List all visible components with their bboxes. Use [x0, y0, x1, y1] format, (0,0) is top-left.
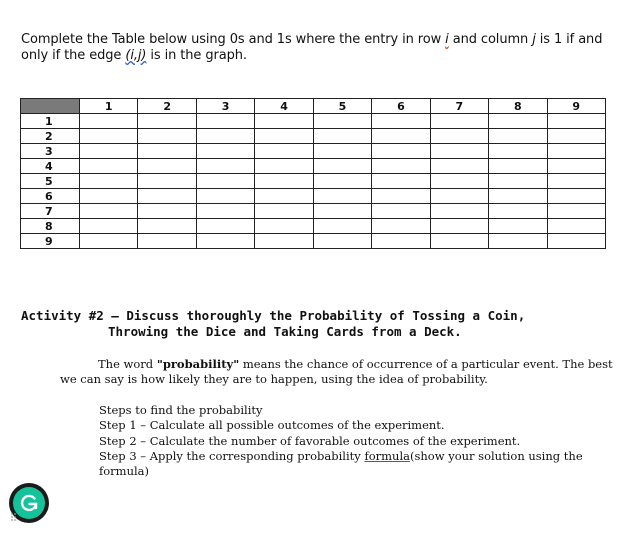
table-cell[interactable]: [80, 114, 138, 129]
column-header: 3: [196, 99, 254, 114]
paragraph-after: means the chance of occurrence of a particular event. The best we can say is how likely they are to happen, using the idea of probability.: [60, 357, 613, 386]
instructions-part1: Complete the Table below using 0s and 1s where the entry in row: [21, 32, 446, 47]
table-row: [21, 159, 606, 174]
table-cell[interactable]: [313, 114, 371, 129]
table-cell[interactable]: [255, 234, 313, 249]
row-header: 5: [21, 174, 80, 189]
table-cell[interactable]: [313, 129, 371, 144]
table-cell[interactable]: [255, 174, 313, 189]
instructions-text: [21, 32, 621, 64]
table-row: [21, 129, 606, 144]
table-cell[interactable]: [489, 234, 547, 249]
table-cell[interactable]: [547, 234, 606, 249]
table-cell[interactable]: [372, 189, 430, 204]
instructions-part3: is 1 if and only if the edge: [21, 32, 603, 63]
row-header: 1: [21, 114, 80, 129]
table-row: [21, 114, 606, 129]
table-cell[interactable]: [313, 174, 371, 189]
table-cell[interactable]: [313, 219, 371, 234]
table-cell[interactable]: [372, 219, 430, 234]
column-header: 8: [489, 99, 547, 114]
probability-paragraph: [60, 357, 620, 387]
table-row: [21, 144, 606, 159]
row-header: 9: [21, 234, 80, 249]
steps-list: [99, 403, 609, 479]
step-1: Step 1 – Calculate all possible outcomes of the experiment.: [99, 418, 445, 433]
row-header: 6: [21, 189, 80, 204]
table-cell[interactable]: [489, 204, 547, 219]
table-cell[interactable]: [196, 204, 254, 219]
column-header: 1: [80, 99, 138, 114]
table-header-row: [21, 99, 606, 114]
table-cell[interactable]: [255, 159, 313, 174]
table-cell[interactable]: [255, 204, 313, 219]
table-cell[interactable]: [489, 114, 547, 129]
table-cell[interactable]: [138, 144, 196, 159]
table-cell[interactable]: [255, 219, 313, 234]
table-cell[interactable]: [80, 159, 138, 174]
row-header: 2: [21, 129, 80, 144]
table-cell[interactable]: [313, 189, 371, 204]
step-2: Step 2 – Calculate the number of favorable outcomes of the experiment.: [99, 433, 521, 448]
table-cell[interactable]: [547, 114, 606, 129]
edge-notation: (i,j): [125, 48, 147, 63]
table-cell[interactable]: [372, 174, 430, 189]
table-cell[interactable]: [196, 174, 254, 189]
table-cell[interactable]: [80, 219, 138, 234]
table-cell[interactable]: [255, 144, 313, 159]
table-cell[interactable]: [138, 189, 196, 204]
adjacency-table: [20, 98, 606, 249]
table-cell[interactable]: [372, 114, 430, 129]
row-header: 4: [21, 159, 80, 174]
table-cell[interactable]: [430, 174, 488, 189]
table-cell[interactable]: [489, 159, 547, 174]
table-cell[interactable]: [547, 189, 606, 204]
table-corner-cell: [21, 99, 80, 114]
table-cell[interactable]: [372, 204, 430, 219]
table-cell[interactable]: [80, 129, 138, 144]
table-cell[interactable]: [430, 189, 488, 204]
instructions-part2: and column: [448, 32, 533, 47]
table-cell[interactable]: [430, 144, 488, 159]
table-cell[interactable]: [80, 189, 138, 204]
table-cell[interactable]: [372, 144, 430, 159]
column-header: 4: [255, 99, 313, 114]
step-3-after: (show your solution using the formula): [99, 448, 583, 479]
table-cell[interactable]: [372, 129, 430, 144]
table-cell[interactable]: [430, 129, 488, 144]
column-header: 9: [547, 99, 606, 114]
table-cell[interactable]: [489, 144, 547, 159]
table-cell[interactable]: [547, 144, 606, 159]
table-cell[interactable]: [196, 189, 254, 204]
table-cell[interactable]: [255, 189, 313, 204]
table-cell[interactable]: [196, 234, 254, 249]
paragraph-before: The word: [98, 357, 157, 371]
drag-handle-icon[interactable]: [10, 512, 18, 522]
formula-link[interactable]: formula: [364, 448, 410, 463]
table-cell[interactable]: [430, 114, 488, 129]
table-cell[interactable]: [547, 129, 606, 144]
step-3: [99, 449, 609, 480]
column-header: 5: [313, 99, 371, 114]
activity-title-line1: Activity #2 – Discuss thoroughly the Probability of Tossing a Coin,: [21, 308, 526, 323]
table-cell[interactable]: [489, 219, 547, 234]
step-3-before: Step 3 – Apply the corresponding probability: [99, 448, 365, 463]
table-row: [21, 234, 606, 249]
table-row: [21, 204, 606, 219]
table-cell[interactable]: [138, 204, 196, 219]
table-row: [21, 189, 606, 204]
column-variable: j: [532, 32, 536, 47]
table-cell[interactable]: [547, 219, 606, 234]
table-cell[interactable]: [80, 234, 138, 249]
table-cell[interactable]: [489, 189, 547, 204]
table-cell[interactable]: [80, 204, 138, 219]
instructions-part4: is in the graph.: [146, 48, 247, 63]
table-cell[interactable]: [196, 129, 254, 144]
table-cell[interactable]: [430, 234, 488, 249]
row-variable: i: [445, 32, 449, 47]
table-cell[interactable]: [547, 174, 606, 189]
table-cell[interactable]: [138, 174, 196, 189]
steps-heading: Steps to find the probability: [99, 403, 263, 417]
activity-title: [21, 308, 621, 340]
row-header: 3: [21, 144, 80, 159]
table-cell[interactable]: [547, 159, 606, 174]
table-cell[interactable]: [196, 114, 254, 129]
column-header: 6: [372, 99, 430, 114]
table-cell[interactable]: [489, 174, 547, 189]
table-cell[interactable]: [196, 144, 254, 159]
table-cell[interactable]: [547, 204, 606, 219]
table-cell[interactable]: [138, 114, 196, 129]
table-cell[interactable]: [80, 144, 138, 159]
table-cell[interactable]: [430, 159, 488, 174]
table-cell[interactable]: [430, 219, 488, 234]
table-cell[interactable]: [196, 159, 254, 174]
table-cell[interactable]: [313, 144, 371, 159]
paragraph-bold-word: "probability": [156, 357, 240, 371]
row-header: 8: [21, 219, 80, 234]
table-cell[interactable]: [313, 204, 371, 219]
table-cell[interactable]: [430, 204, 488, 219]
table-cell[interactable]: [372, 159, 430, 174]
table-row: [21, 219, 606, 234]
table-cell[interactable]: [80, 174, 138, 189]
table-cell[interactable]: [313, 234, 371, 249]
table-cell[interactable]: [489, 129, 547, 144]
column-header: 7: [430, 99, 488, 114]
row-header: 7: [21, 204, 80, 219]
table-cell[interactable]: [138, 159, 196, 174]
table-cell[interactable]: [372, 234, 430, 249]
table-row: [21, 174, 606, 189]
table-cell[interactable]: [196, 219, 254, 234]
column-header: 2: [138, 99, 196, 114]
activity-title-line2: Throwing the Dice and Taking Cards from a Deck.: [108, 324, 462, 339]
table-cell[interactable]: [255, 129, 313, 144]
table-cell[interactable]: [138, 219, 196, 234]
table-cell[interactable]: [138, 234, 196, 249]
table-cell[interactable]: [138, 129, 196, 144]
table-cell[interactable]: [313, 159, 371, 174]
table-cell[interactable]: [255, 114, 313, 129]
